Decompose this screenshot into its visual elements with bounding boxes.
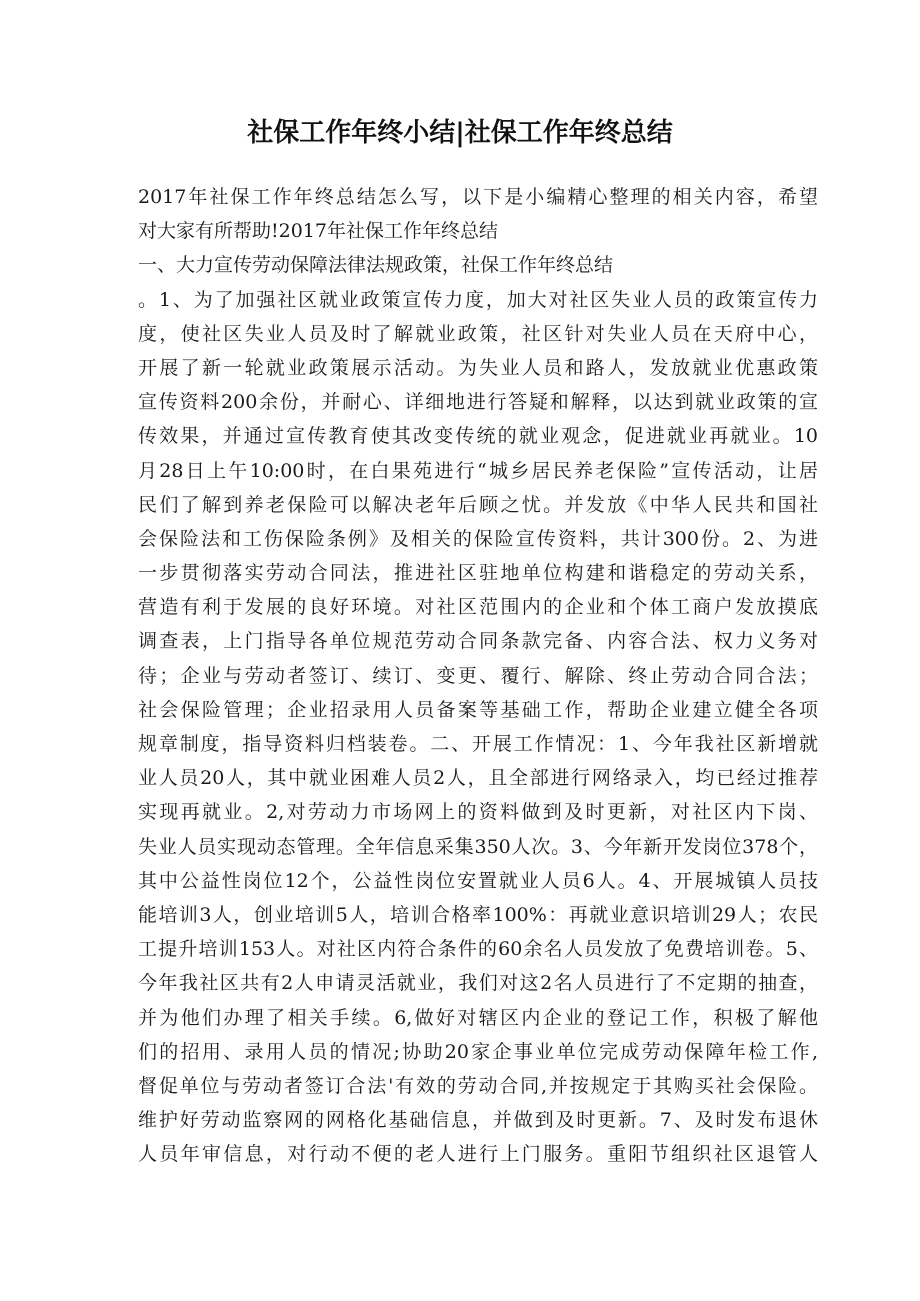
text-line: 一步贯彻落实劳动合同法，推进社区驻地单位构建和谐稳定的劳动关系， <box>138 562 818 585</box>
text-line: 其中公益性岗位12个，公益性岗位安置就业人员6人。4、开展城镇人员技 <box>138 869 818 892</box>
text-line: 实现再就业。2,对劳动力市场网上的资料做到及时更新，对社区内下岗、 <box>138 801 818 824</box>
text-line: 。1、为了加强社区就业政策宣传力度，加大对社区失业人员的政策宣传力 <box>138 288 818 311</box>
text-line: 对大家有所帮助!2017年社保工作年终总结 <box>138 220 498 243</box>
text-line: 们的招用、录用人员的情况;协助20家企事业单位完成劳动保障年检工作, <box>138 1040 818 1063</box>
text-line: 督促单位与劳动者签订合法'有效的劳动合同,并按规定于其购买社会保险。 <box>138 1074 818 1097</box>
text-line: 业人员20人，其中就业困难人员2人，且全部进行网络录入，均已经过推荐 <box>138 767 818 790</box>
text-line: 规章制度，指导资料归档装卷。二、开展工作情况：1、今年我社区新增就 <box>138 733 818 755</box>
text-line: 能培训3人，创业培训5人，培训合格率100%：再就业意识培训29人；农民 <box>138 903 818 926</box>
text-line: 人员年审信息，对行动不便的老人进行上门服务。重阳节组织社区退管人 <box>138 1143 818 1166</box>
text-line: 月28日上午10:00时，在白果苑进行“城乡居民养老保险”宣传活动，让居 <box>138 459 818 482</box>
text-line: 一、大力宣传劳动保障法律法规政策，社保工作年终总结 <box>138 254 614 277</box>
text-line: 失业人员实现动态管理。全年信息采集350人次。3、今年新开发岗位378个， <box>138 835 818 858</box>
text-line: 工提升培训153人。对社区内符合条件的60余名人员发放了免费培训卷。5、 <box>138 938 818 961</box>
text-line: 度，使社区失业人员及时了解就业政策，社区针对失业人员在天府中心， <box>138 322 818 345</box>
text-line: 待；企业与劳动者签订、续订、变更、覆行、解除、终止劳动合同合法； <box>138 664 818 687</box>
text-line: 传效果，并通过宣传教育使其改变传统的就业观念，促进就业再就业。10 <box>138 425 818 448</box>
text-line: 宣传资料200余份，并耐心、详细地进行答疑和解释，以达到就业政策的宣 <box>138 391 818 414</box>
text-line: 2017年社保工作年终总结怎么写，以下是小编精心整理的相关内容，希望 <box>138 186 818 208</box>
text-line: 开展了新一轮就业政策展示活动。为失业人员和路人，发放就业优惠政策 <box>138 356 818 379</box>
text-line: 维护好劳动监察网的网格化基础信息，并做到及时更新。7、及时发布退休 <box>138 1109 818 1132</box>
document-title: 社保工作年终小结|社保工作年终总结 <box>247 118 673 148</box>
document-body <box>138 180 818 1171</box>
text-line: 社会保险管理；企业招录用人员备案等基础工作，帮助企业建立健全各项 <box>138 698 818 721</box>
text-line: 营造有利于发展的良好环境。对社区范围内的企业和个体工商户发放摸底 <box>138 596 818 619</box>
text-line: 并为他们办理了相关手续。6,做好对辖区内企业的登记工作，积极了解他 <box>138 1006 818 1029</box>
text-line: 调查表，上门指导各单位规范劳动合同条款完备、内容合法、权力义务对 <box>138 630 818 653</box>
text-line: 会保险法和工伤保险条例》及相关的保险宣传资料，共计300份。2、为进 <box>138 527 818 550</box>
text-line: 今年我社区共有2人申请灵活就业，我们对这2名人员进行了不定期的抽查， <box>138 972 818 995</box>
text-line: 民们了解到养老保险可以解决老年后顾之忧。并发放《中华人民共和国社 <box>138 493 818 516</box>
